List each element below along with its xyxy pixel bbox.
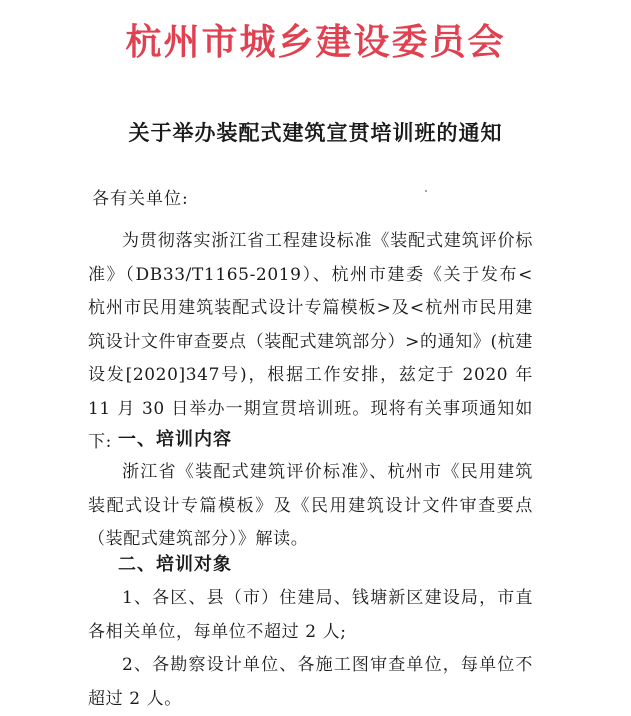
section-paragraph: 浙江省《装配式建筑评价标准》、杭州市《民用建筑装配式设计专篇模板》及《民用建筑设计文件审查要点（装配式建筑部分）》解读。 xyxy=(88,462,533,549)
organization-header: 杭州市城乡建设委员会 xyxy=(125,21,506,63)
section-content-body xyxy=(88,456,533,557)
salutation: 各有关单位: xyxy=(92,189,189,209)
section-paragraph: 2、各勘察设计单位、各施工图审查单位，每单位不超过 2 人。 xyxy=(88,655,533,709)
scan-speck xyxy=(425,190,427,192)
section-paragraph: 1、各区、县（市）住建局、钱塘新区建设局，市直各相关单位，每单位不超过 2 人; xyxy=(88,588,533,642)
section-heading-content: 一、培训内容 xyxy=(118,429,232,450)
section-heading-audience: 二、培训对象 xyxy=(118,554,232,575)
intro-paragraph: 为贯彻落实浙江省工程建设标准《装配式建筑评价标准》（DB33/T1165-2019）、杭州市建委《关于发布<杭州市民用建筑装配式设计专篇模板>及<杭州市民用建筑设计文件审查要点（装配式建筑部分）>的通知》(杭建设发[2020]347号)，根据工作安排，兹定于 2020 年 11 月 30 日举办一期宣贯培训班。现将有关事项通知如下: xyxy=(88,231,533,452)
document-title: 关于举办装配式建筑宣贯培训班的通知 xyxy=(128,121,503,145)
